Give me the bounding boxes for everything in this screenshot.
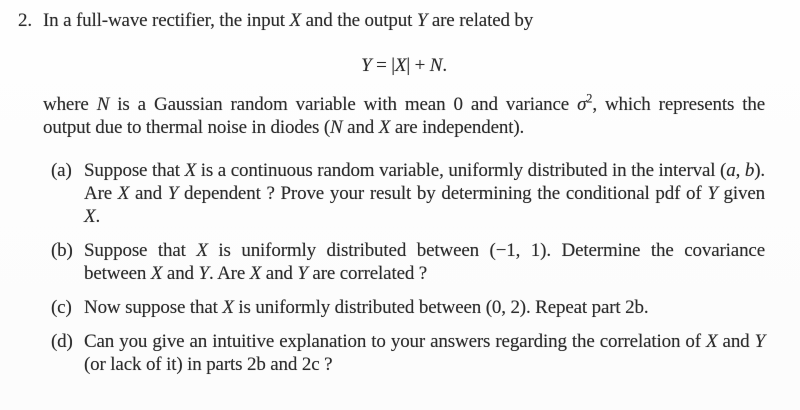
math-var: X	[706, 331, 718, 352]
math-var: Y	[198, 263, 209, 284]
math-var: X	[289, 10, 302, 31]
math-var: X	[184, 160, 197, 181]
math-var: X	[196, 240, 208, 261]
part-b-text: Suppose that X is uniformly distributed between (−1, 1). Determine the covariance between X and Y. Are X and Y are correlated ?	[84, 240, 765, 284]
part-a-text: Suppose that X is a continuous random variable, uniformly distributed in the interval (a, b). Are X and Y dependent ? Prove your result by determining the conditional pdf of Y given X.	[84, 160, 766, 227]
part-a-label: (a)	[51, 160, 72, 181]
equation: Y = |X| + N.	[361, 55, 447, 76]
part-c-label: (c)	[51, 297, 72, 318]
math-var: N	[330, 117, 343, 138]
problem-2	[18, 9, 765, 376]
part-d	[51, 330, 765, 376]
math-var: X	[150, 263, 163, 284]
math-var: Y	[754, 331, 766, 352]
math-var: b	[744, 160, 755, 181]
math-var: Y	[707, 183, 718, 204]
math-var: N	[96, 94, 110, 115]
math-var: X	[394, 55, 407, 76]
problem-description: where N is a Gaussian random variable with mean 0 and variance $\sigma^2$, which represents the output due to thermal noise in diodes (N and X are independent).	[43, 91, 766, 138]
part-c	[51, 296, 765, 319]
parts-list	[43, 159, 765, 376]
math-var: σ	[577, 94, 587, 115]
part-c-text: Now suppose that X is uniformly distributed between (0, 2). Repeat part 2b.	[84, 297, 649, 318]
part-b	[51, 239, 765, 285]
part-a	[51, 159, 765, 228]
math-var: X	[378, 117, 391, 138]
math-var: Y	[416, 10, 428, 31]
part-d-label: (d)	[51, 331, 73, 352]
math-var: X	[117, 183, 130, 204]
math-var: X	[249, 263, 262, 284]
math-var: X	[84, 206, 96, 227]
problem-number: 2.	[18, 10, 32, 31]
math-var: a	[726, 160, 736, 181]
math-var: Y	[167, 183, 179, 204]
part-b-label: (b)	[51, 240, 73, 261]
part-d-text: Can you give an intuitive explanation to your answers regarding the correlation of X and Y (or lack of it) in parts 2b and 2c ?	[84, 331, 766, 375]
math-var: N	[429, 55, 443, 76]
math-var: X	[222, 297, 234, 318]
problem-body	[43, 9, 765, 376]
math-var: Y	[297, 263, 308, 284]
problem-intro-text: In a full-wave rectifier, the input X and the output Y are related by	[43, 10, 534, 31]
superscript: 2	[586, 91, 593, 106]
math-var: Y	[361, 55, 372, 76]
